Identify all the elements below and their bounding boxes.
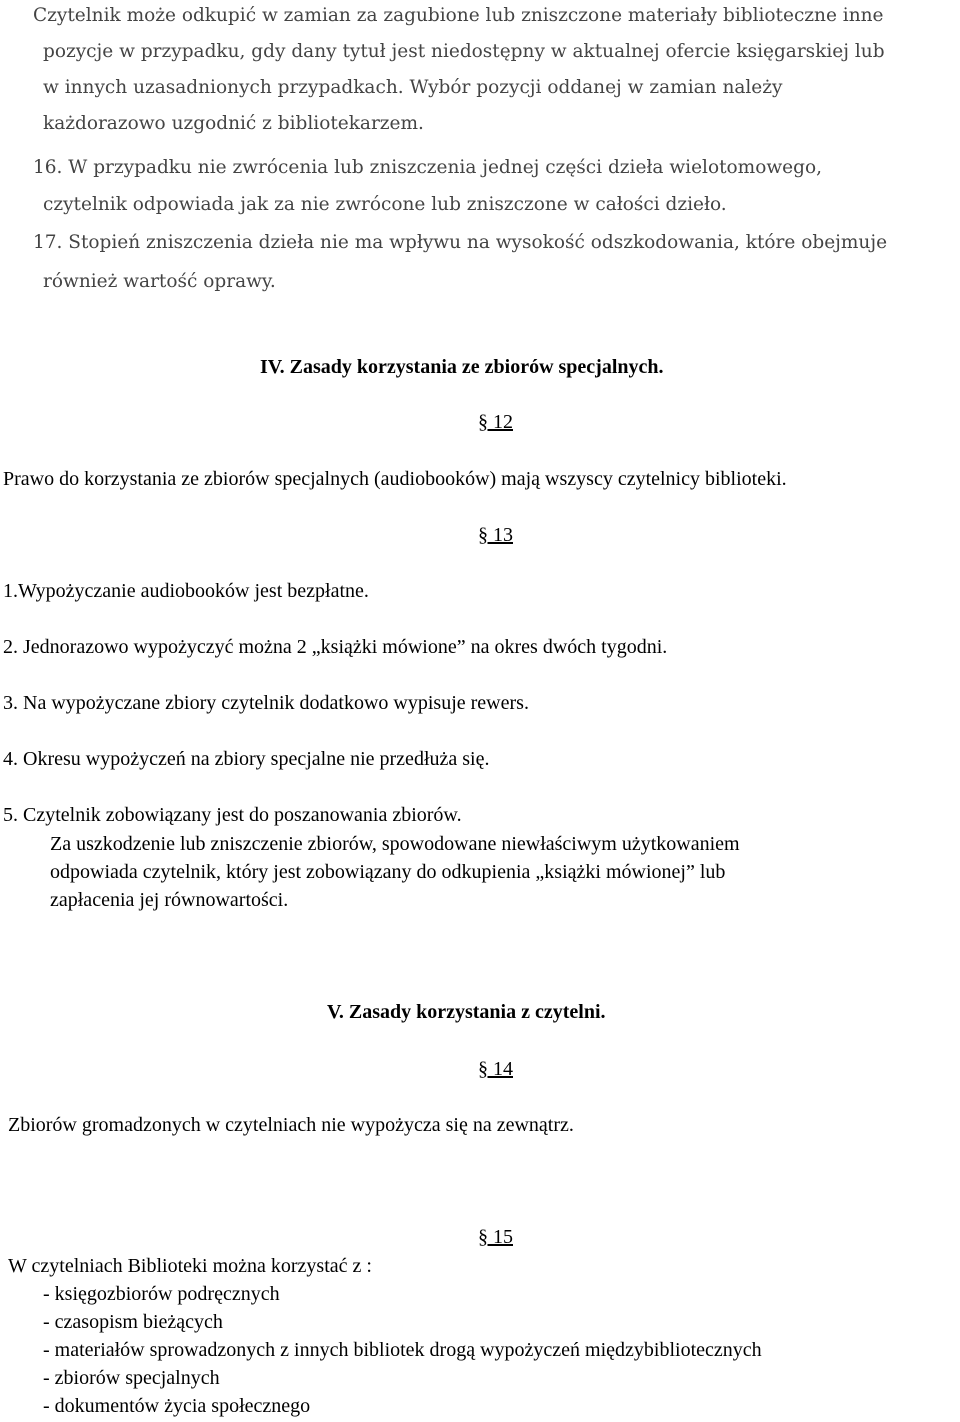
section-5-heading: V. Zasady korzystania z czytelni.	[327, 1001, 606, 1023]
section-sign: §	[478, 524, 488, 546]
section-4-heading: IV. Zasady korzystania ze zbiorów specjalnych.	[260, 356, 664, 378]
paragraph-number: 15	[493, 1226, 513, 1248]
list-item: 3. Na wypożyczane zbiory czytelnik dodatkowo wypisuje rewers.	[3, 692, 529, 714]
intro-line: pozycje w przypadku, gdy dany tytuł jest niedostępny w aktualnej ofercie księgarskiej lub	[43, 41, 885, 62]
list-item: 5. Czytelnik zobowiązany jest do poszanowania zbiorów.	[3, 804, 462, 826]
list-item: 2. Jednorazowo wypożyczyć można 2 „książki mówione” na okres dwóch tygodni.	[3, 636, 668, 658]
section-sign: §	[478, 1226, 488, 1248]
paragraph-number: 13	[493, 524, 513, 546]
intro-line: każdorazowo uzgodnić z bibliotekarzem.	[43, 113, 424, 134]
list-item: 4. Okresu wypożyczeń na zbiory specjalne nie przedłuża się.	[3, 748, 490, 770]
continuation-line: zapłacenia jej równowartości.	[50, 889, 289, 911]
paragraph-number: 12	[493, 411, 513, 433]
list-item: - dokumentów życia społecznego	[43, 1395, 311, 1417]
paragraph-14-text: Zbiorów gromadzonych w czytelniach nie wypożycza się na zewnątrz.	[8, 1114, 574, 1136]
item-16-line: 16. W przypadku nie zwrócenia lub zniszczenia jednej części dzieła wielotomowego,	[33, 157, 822, 178]
paragraph-number: 14	[493, 1058, 513, 1080]
continuation-line: odpowiada czytelnik, który jest zobowiązany do odkupienia „książki mówionej” lub	[50, 861, 726, 883]
list-item: - czasopism bieżących	[43, 1311, 223, 1333]
item-16-line: czytelnik odpowiada jak za nie zwrócone lub zniszczone w całości dzieło.	[43, 194, 727, 215]
intro-line: w innych uzasadnionych przypadkach. Wybór pozycji oddanej w zamian należy	[43, 77, 783, 98]
list-item: - księgozbiorów podręcznych	[43, 1283, 280, 1305]
continuation-line: Za uszkodzenie lub zniszczenie zbiorów, spowodowane niewłaściwym użytkowaniem	[50, 833, 740, 855]
paragraph-12-marker	[478, 408, 513, 436]
intro-line: Czytelnik może odkupić w zamian za zagubione lub zniszczone materiały biblioteczne inne	[33, 5, 884, 26]
item-17-line: 17. Stopień zniszczenia dzieła nie ma wpływu na wysokość odszkodowania, które obejmuje	[33, 232, 888, 253]
paragraph-15-marker	[478, 1223, 513, 1251]
paragraph-12-text: Prawo do korzystania ze zbiorów specjalnych (audiobooków) mają wszyscy czytelnicy biblioteki.	[3, 468, 787, 490]
list-item: - zbiorów specjalnych	[43, 1367, 220, 1389]
item-17-line: również wartość oprawy.	[43, 271, 276, 292]
section-sign: §	[478, 411, 488, 433]
section-sign: §	[478, 1058, 488, 1080]
list-item: 1.Wypożyczanie audiobooków jest bezpłatne.	[3, 580, 369, 602]
paragraph-13-marker	[478, 521, 513, 549]
list-item: - materiałów sprowadzonych z innych bibliotek drogą wypożyczeń międzybibliotecznych	[43, 1339, 762, 1361]
paragraph-14-marker	[478, 1055, 513, 1083]
paragraph-15-intro: W czytelniach Biblioteki można korzystać z :	[8, 1255, 372, 1277]
